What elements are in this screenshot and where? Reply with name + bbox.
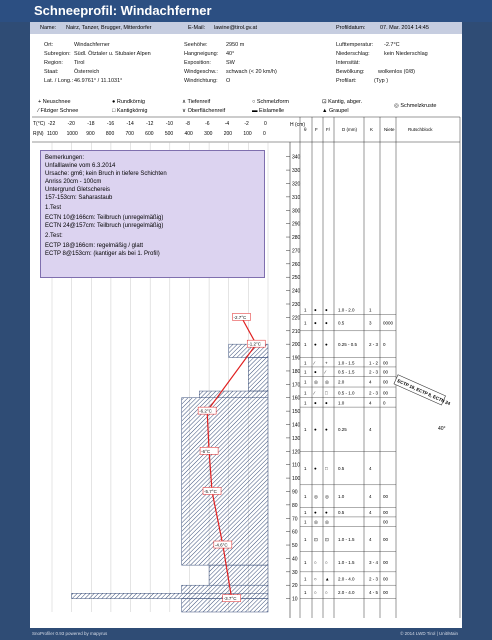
h-tick-label: 10 [292, 596, 298, 603]
layer-cell-theta: 1 [304, 379, 307, 385]
windgeschw-value: schwach (< 20 km/h) [226, 69, 277, 75]
layer-cell-f: ● [314, 466, 317, 472]
profilart-value: (Typ ) [374, 78, 389, 84]
temp-label: -1.2°C [248, 341, 262, 347]
seehoehe-label: Seehöhe: [184, 42, 208, 48]
intensitaet-label: Intensität: [336, 60, 360, 66]
temp-label: -5.7°C [204, 488, 217, 494]
ort-value: Windachferner [74, 42, 110, 48]
h-axis-label: H (cm) [290, 122, 305, 128]
legend-neuschnee: + Neuschnee [38, 99, 71, 105]
niederschlag-value: kein Niederschlag [384, 51, 428, 57]
seehoehe-value: 2950 m [226, 42, 245, 48]
remarks-line: ECTN 10@166cm: Teilbruch (unregelmäßig) [45, 215, 164, 221]
legend-rundkoernig: ● Rundkörnig [112, 99, 145, 105]
layer-cell-theta: 1 [304, 510, 307, 516]
layer-cell-fs: □ [325, 466, 328, 472]
temp-label: -3.7°C [223, 596, 237, 602]
layer-cell-niete: 00 [383, 589, 389, 595]
layer-cell-theta: 1 [304, 576, 307, 582]
staat-label: Staat: [44, 69, 59, 75]
h-tick-label: 20 [292, 583, 298, 590]
layer-cell-f: ◎ [314, 519, 318, 525]
layer-cell-f: ● [314, 427, 317, 433]
layer-cell-d: 1.0 - 1.5 [338, 537, 355, 543]
graupel-icon: ▲ [322, 108, 328, 114]
layer-cell-k: 4 [369, 510, 372, 516]
r-axis-label: R(N) [33, 131, 44, 137]
h-tick-label: 270 [292, 248, 301, 255]
h-tick-label: 120 [292, 449, 301, 456]
layer-cell-d: 0.5 [338, 320, 345, 326]
h-tick-label: 180 [292, 368, 301, 375]
r-tick-label: 0 [263, 131, 266, 137]
r-tick-label: 600 [145, 131, 154, 137]
layer-cell-niete: 00 [383, 369, 389, 375]
bewoelkung-label: Bewölkung: [336, 69, 365, 75]
legend-kantig-abger: ⊡ Kantig, abger. [322, 99, 363, 105]
layer-cell-k: 4 [369, 537, 372, 543]
layer-cell-f: ⁄ [314, 360, 315, 366]
t-tick-label: -14 [126, 121, 134, 127]
filziger-schnee-icon: ⁄ [38, 108, 39, 114]
col-header: F/ [326, 127, 330, 132]
kantig-abger-icon: ⊡ [322, 99, 327, 105]
rundkoernig-icon: ● [112, 99, 116, 105]
eislamelle-icon: ▬ [252, 108, 258, 114]
layer-cell-k: 4 [369, 427, 372, 433]
layer-cell-f: ● [314, 307, 317, 313]
layer-cell-f: ● [314, 510, 317, 516]
r-tick-label: 500 [164, 131, 174, 137]
r-tick-label: 200 [223, 131, 233, 137]
layer-cell-theta: 1 [304, 390, 307, 396]
t-tick-label: -12 [146, 121, 154, 127]
t-tick-label: -4 [224, 121, 230, 127]
footer-right: © 2014 LWD Tirol | Unit/Main [400, 631, 458, 636]
layer-cell-niete: 00 [383, 576, 389, 582]
h-tick-label: 200 [292, 342, 301, 349]
layer-cell-d: 1.0 - 2.0 [338, 307, 355, 313]
layer-cell-theta: 1 [304, 537, 307, 543]
temp-label: -6.2°C [199, 408, 212, 414]
remarks-line: Ursache: gm6; kein Bruch in tiefere Schichten [45, 171, 167, 177]
layer-cell-niete: 00 [383, 494, 389, 500]
t-tick-label: -8 [185, 121, 190, 127]
legend-graupel: ▲ Graupel [322, 108, 349, 114]
email-value: lawine@tirol.gv.at [214, 25, 258, 31]
legend-schmelzform: ○ Schmelzform [252, 99, 289, 105]
layer-cell-niete: 00 [383, 360, 389, 366]
layer-cell-k: 3 - 4 [369, 559, 379, 565]
h-tick-label: 340 [292, 154, 301, 161]
h-tick-label: 60 [292, 529, 298, 536]
r-tick-label: 800 [105, 131, 115, 137]
schmelzkruste-icon: ◎ [394, 103, 399, 109]
layer-cell-fs: ● [325, 510, 328, 516]
hangneigung-label: Hangneigung: [184, 51, 219, 57]
layer-cell-fs: ● [325, 427, 328, 433]
remarks-line: 1.Test [45, 205, 62, 211]
hardness-bar [209, 565, 268, 585]
layer-cell-fs: ◎ [325, 494, 329, 500]
profilart-label: Profilart: [336, 78, 357, 84]
hardness-bar [248, 358, 268, 391]
lufttemp-label: Lufttemperatur: [336, 42, 374, 48]
legend-kantigkoernig: □ Kantigkörnig [112, 108, 148, 114]
layer-cell-niete: 00 [383, 379, 389, 385]
remarks-line: ECTP 18@166cm: regelmäßig / glatt [45, 243, 144, 249]
layer-cell-d: 1.0 [338, 494, 345, 500]
layer-cell-k: 3 [369, 320, 372, 326]
hardness-bar [182, 398, 268, 565]
layer-cell-k: 4 [369, 400, 372, 406]
t-tick-label: -6 [205, 121, 210, 127]
h-tick-label: 90 [292, 489, 298, 496]
ect-label: ECTP 18, ECTP 8, ECTN 24 [396, 378, 452, 407]
layer-cell-theta: 1 [304, 400, 307, 406]
r-tick-label: 700 [125, 131, 134, 137]
layer-cell-k: 4 [369, 494, 372, 500]
t-tick-label: -20 [67, 121, 75, 127]
layer-cell-theta: 1 [304, 494, 307, 500]
name-label: Name: [40, 25, 57, 31]
layer-cell-fs: + [325, 360, 328, 366]
h-tick-label: 150 [292, 409, 301, 416]
layer-cell-f: ● [314, 369, 317, 375]
layer-cell-d: 0.25 [338, 427, 347, 433]
remarks-line: Untergrund Gletschereis [45, 187, 111, 193]
legend-oberflaechenreif: ∨ Oberflächenreif [182, 108, 226, 114]
schmelzform-icon: ○ [252, 99, 256, 105]
ect-angle: 40° [438, 426, 446, 432]
h-tick-label: 40 [292, 556, 298, 563]
h-tick-label: 160 [292, 395, 301, 402]
layer-cell-k: 2 - 3 [369, 390, 379, 396]
layer-cell-fs: ◎ [325, 519, 329, 525]
h-tick-label: 30 [292, 569, 298, 576]
layer-cell-niete: 00 [383, 390, 389, 396]
layer-cell-f: ● [314, 400, 317, 406]
col-header: F [315, 127, 318, 132]
layer-cell-theta: 1 [304, 589, 307, 595]
footer [30, 628, 462, 640]
lufttemp-value: -2.7°C [384, 42, 400, 48]
hardness-bar [199, 391, 268, 398]
h-tick-label: 50 [292, 543, 298, 550]
layer-cell-theta: 1 [304, 307, 307, 313]
h-tick-label: 80 [292, 502, 298, 509]
tiefenreif-icon: ∧ [182, 99, 187, 105]
layer-cell-k: 2 - 3 [369, 369, 379, 375]
h-tick-label: 220 [292, 315, 301, 322]
h-tick-label: 250 [292, 275, 301, 282]
layer-cell-d: 0.5 - 1.0 [338, 390, 355, 396]
h-tick-label: 310 [292, 194, 301, 201]
exposition-label: Exposition: [184, 60, 211, 66]
remarks-line: ECTN 24@157cm: Teilbruch (unregelmäßig) [45, 223, 164, 229]
layer-cell-f: ○ [314, 576, 317, 582]
date-value: 07. Mar. 2014 14:45 [380, 25, 429, 31]
legend-filziger-schnee: ⁄ Filziger Schnee [38, 108, 79, 114]
t-tick-label: -22 [48, 121, 56, 127]
layer-cell-f: ◎ [314, 379, 318, 385]
r-tick-label: 900 [86, 131, 95, 137]
h-tick-label: 100 [292, 476, 301, 483]
niederschlag-label: Niederschlag: [336, 51, 370, 57]
exposition-value: SW [226, 60, 235, 66]
layer-cell-f: ● [314, 320, 317, 326]
windrichtung-value: O [226, 78, 231, 84]
layer-cell-f: ○ [314, 589, 317, 595]
col-header: θ [304, 127, 307, 132]
hangneigung-value: 40° [226, 51, 235, 57]
h-tick-label: 70 [292, 516, 298, 523]
col-header: K [370, 127, 374, 132]
layer-cell-d: 2.0 - 4.0 [338, 589, 355, 595]
layer-cell-d: 2.0 - 4.0 [338, 576, 355, 582]
t-tick-label: 0 [264, 121, 267, 127]
h-tick-label: 140 [292, 422, 301, 429]
h-tick-label: 210 [292, 328, 301, 335]
layer-cell-niete: 00 [383, 519, 389, 525]
col-header: D (mm) [342, 127, 357, 132]
layer-cell-fs: ● [325, 320, 328, 326]
h-tick-label: 190 [292, 355, 301, 362]
layer-cell-k: 4 [369, 379, 372, 385]
r-tick-label: 100 [243, 131, 252, 137]
region-label: Region: [44, 60, 63, 66]
layer-cell-theta: 1 [304, 342, 307, 348]
staat-value: Österreich [74, 69, 100, 75]
layer-cell-k: 2 - 3 [369, 342, 379, 348]
r-tick-label: 300 [204, 131, 213, 137]
layer-cell-fs: ○ [325, 589, 328, 595]
t-tick-label: -18 [87, 121, 95, 127]
remarks-line: Bemerkungen: [45, 155, 85, 161]
col-header: Niete [384, 127, 395, 132]
layer-cell-theta: 1 [304, 320, 307, 326]
layer-cell-d: 1.0 - 1.5 [338, 559, 355, 565]
h-tick-label: 260 [292, 261, 301, 268]
page-title: Schneeprofil: Windachferner [0, 0, 492, 22]
temp-label: -6°C [201, 448, 211, 454]
layer-cell-theta: 1 [304, 519, 307, 525]
layer-cell-d: 1.0 - 1.5 [338, 360, 355, 366]
layer-cell-d: 0.5 - 1.5 [338, 369, 355, 375]
subregion-value: Südl. Ötztaler u. Stubaier Alpen [74, 51, 151, 57]
layer-cell-d: 0.5 [338, 466, 345, 472]
remarks-line: ECTP 8@153cm: (kantiger als bei 1. Profil) [45, 251, 160, 257]
layer-cell-niete: 0000 [383, 320, 394, 326]
ect-banner [394, 375, 453, 408]
oberflaechenreif-icon: ∨ [182, 108, 187, 114]
neuschnee-icon: + [38, 99, 42, 105]
layer-cell-k: 2 - 3 [369, 576, 379, 582]
layer-cell-fs: ● [325, 400, 328, 406]
kantigkoernig-icon: □ [112, 108, 116, 114]
legend-eislamelle: ▬ Eislamelle [252, 108, 285, 114]
layer-cell-theta: 1 [304, 369, 307, 375]
layer-cell-theta: 1 [304, 427, 307, 433]
h-tick-label: 170 [292, 382, 301, 389]
layer-cell-fs: ● [325, 307, 328, 313]
layer-cell-d: 2.0 [338, 379, 345, 385]
email-label: E-Mail: [188, 25, 206, 31]
layer-cell-k: 4 - 5 [369, 589, 379, 595]
remarks-line: 2.Test: [45, 233, 63, 239]
layer-cell-niete: 0 [383, 342, 386, 348]
layer-cell-k: 1 - 2 [369, 360, 379, 366]
temp-label: -4.6°C [214, 542, 228, 548]
h-tick-label: 240 [292, 288, 301, 295]
layer-cell-f: ⁄ [314, 390, 315, 396]
r-tick-label: 1100 [47, 131, 58, 137]
layer-cell-fs: ⁄ [325, 369, 326, 375]
layer-cell-d: 0.25 - 0.5 [338, 342, 358, 348]
layer-cell-fs: □ [325, 390, 328, 396]
date-label: Profildatum: [336, 25, 366, 31]
t-tick-label: -16 [106, 121, 115, 127]
layer-cell-niete: 00 [383, 537, 389, 543]
layer-cell-k: 1 [369, 307, 372, 313]
remarks-line: Anriss 20cm - 100cm [45, 179, 102, 185]
layer-cell-fs: ● [325, 342, 328, 348]
latlon-label: Lat. / Long.: [44, 78, 74, 84]
h-tick-label: 230 [292, 302, 301, 308]
layer-cell-fs: ○ [325, 559, 328, 565]
latlon-value: 46.9761° / 11.1031° [74, 78, 123, 84]
h-tick-label: 280 [292, 235, 301, 242]
layer-cell-fs: ▲ [325, 576, 330, 582]
windrichtung-label: Windrichtung: [184, 78, 218, 84]
layer-cell-theta: 1 [304, 559, 307, 565]
subregion-label: Subregion: [44, 51, 71, 57]
h-tick-label: 300 [292, 208, 301, 215]
layer-cell-f: ○ [314, 559, 317, 565]
layer-cell-f: ● [314, 342, 317, 348]
layer-cell-fs: ⊡ [325, 537, 329, 543]
remarks-line: Unfalllawine vom 6.3.2014 [45, 163, 116, 169]
layer-cell-f: ◎ [314, 494, 318, 500]
hardness-bar [182, 585, 268, 593]
layer-cell-fs: ◎ [325, 379, 329, 385]
legend-schmelzkruste: ◎ Schmelzkruste [394, 103, 437, 109]
t-tick-label: -2 [244, 121, 249, 127]
bewoelkung-value: wolkenlos (0/8) [378, 69, 415, 75]
t-tick-label: -10 [165, 121, 174, 127]
h-tick-label: 110 [292, 462, 300, 469]
h-tick-label: 130 [292, 435, 301, 442]
layer-cell-k: 4 [369, 466, 372, 472]
r-tick-label: 400 [184, 131, 193, 137]
windgeschw-label: Windgeschw.: [184, 69, 218, 75]
layer-cell-niete: 00 [383, 559, 389, 565]
remarks-line: 157-153cm: Saharastaub [45, 195, 113, 201]
h-tick-label: 290 [292, 221, 301, 228]
legend-tiefenreif: ∧ Tiefenreif [182, 99, 211, 105]
layer-cell-f: ⊡ [314, 537, 318, 543]
layer-cell-d: 0.5 [338, 510, 345, 516]
footer-left: SnoProfiler 0.93 powered by mapyrus [32, 631, 108, 636]
h-tick-label: 330 [292, 168, 301, 175]
layer-cell-niete: 0 [383, 400, 386, 406]
layer-cell-d: 1.0 [338, 400, 345, 406]
temp-label: -2.7°C [233, 314, 247, 320]
layer-cell-theta: 1 [304, 466, 307, 472]
t-axis-label: T(°C) [33, 121, 45, 127]
name-value: Nairz, Tanzer, Brugger, Mitterdorfer [66, 25, 152, 31]
layer-cell-theta: 1 [304, 360, 307, 366]
ort-label: Ort: [44, 42, 54, 48]
h-tick-label: 320 [292, 181, 301, 188]
remarks-box [40, 150, 265, 278]
col-header: Rutschblock [408, 127, 433, 132]
region-value: Tirol [74, 60, 85, 66]
layer-cell-niete: 00 [383, 510, 389, 516]
r-tick-label: 1000 [66, 131, 78, 137]
